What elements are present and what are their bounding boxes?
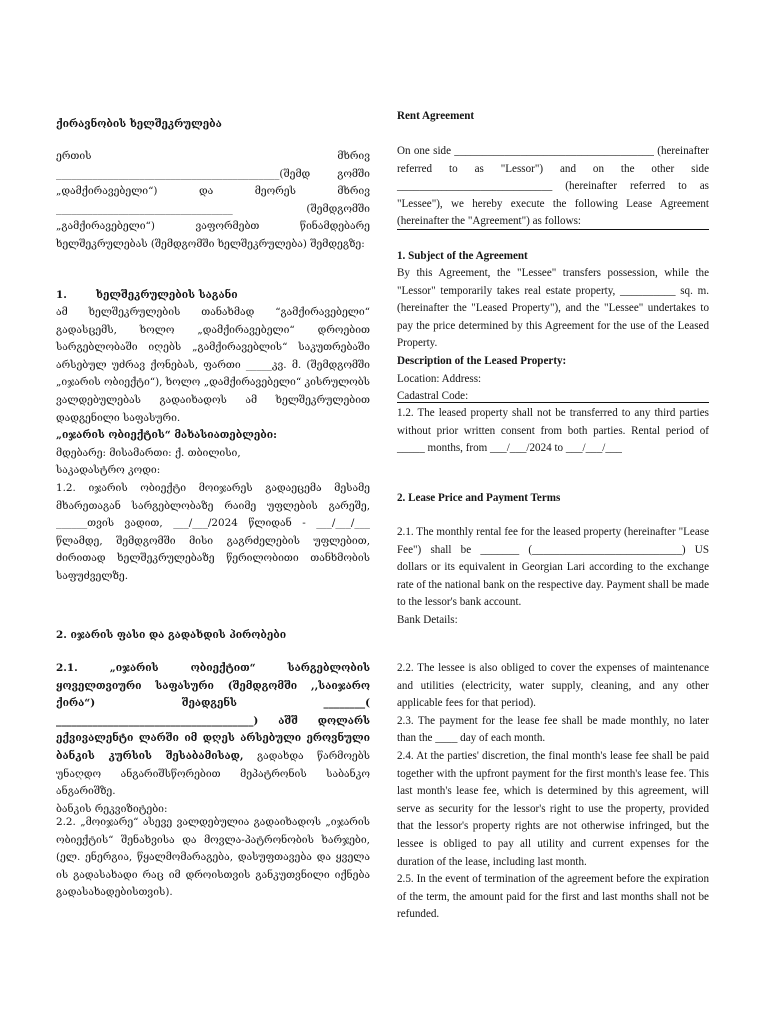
georgian-bank-details: ბანკის რეკვიზიტები:	[56, 802, 168, 815]
georgian-section-1-title: ხელშეკრულების საგანი	[96, 289, 238, 301]
english-clause-1-2: 1.2. The leased property shall not be transferred to any third parties without prior written consent from both parties. Rental period of _____ months, from ___/___/2024 to ___/___/___	[397, 407, 709, 455]
georgian-intro: ერთის მხრივ ___________________________________________(შემდ გომში „დამქირავებელი“) და მეორეს მხრივ __________________________________ (შემდგომში „გამქირავებელი“) ვაფორმებთ წინამდებარე ხელშეკრულებას (შემდგომში ხელშეკრულება) შემდეგზე:	[56, 150, 370, 250]
divider	[397, 402, 709, 403]
english-property-description-title: Description of the Leased Property:	[397, 354, 567, 367]
georgian-section-1-body	[56, 304, 370, 586]
english-title: Rent Agreement	[397, 110, 475, 122]
english-intro: On one side ____________________________________ (hereinafter referred to as "Lessor") and on the other side ____________________________ (hereinafter referred to as "Lessee"), we hereby execute the following Lease Agreement (hereinafter the "Agreement") as follows:	[397, 145, 709, 228]
english-clause-2-5: 2.5. In the event of termination of the agreement before the expiration of the term, the amount paid for the first and last months shall not be refunded.	[397, 873, 709, 921]
english-cadastral-code: Cadastral Code:	[397, 390, 469, 403]
georgian-section-1-number: 1.	[56, 289, 67, 301]
english-clause-1-1: By this Agreement, the "Lessee" transfers possession, while the "Lessor" temporarily takes real estate property, __________ sq. m. (hereinafter the "Leased Property"), and the "Lessee" undertakes to pay the price determined by this Agreement for the use of the Leased Property.	[397, 267, 709, 350]
english-clause-2-3: 2.3. The payment for the lease fee shall be made monthly, no later than the ____ day of each month.	[397, 714, 709, 745]
georgian-location: მდებარე: მისამართი: ქ. თბილისი,	[56, 446, 241, 459]
english-clause-2-1: 2.1. The monthly rental fee for the leased property (hereinafter "Lease Fee") shall be _______ (___________________________) US dollars or its equivalent in Georgian Lari according to the exchange rate of the national bank on the respective day. Payment shall be made to the lessor's bank account.	[397, 526, 709, 609]
georgian-clause-2-1-rest: გადახდა წარმოებს უნაღდო ანგარიშსწორებით მეპატრონის საბანკო ანგარიშზე.	[56, 749, 370, 798]
georgian-clause-2-1	[56, 660, 370, 801]
georgian-property-description-title: „იჯარის ობიექტის“ მახასიათებლები:	[56, 429, 277, 442]
georgian-section-1-heading	[56, 287, 238, 305]
english-section-2-body	[397, 660, 709, 924]
english-section-2-heading: 2. Lease Price and Payment Terms	[397, 492, 561, 504]
english-clause-2-2: 2.2. The lessee is also obliged to cover the expenses of maintenance and utilities (electricity, water supply, cleaning, and any other applicable fees for that period).	[397, 662, 709, 710]
georgian-clause-2-1-bold: 2.1. „იჯარის ობიექტით“ სარგებლობის ყოველთვიური საფასური (შემდგომში ,,საიჯარო ქირა“) შეადგენს ________( ______________________________________) აშშ დოლარს ექვივალენტი ლარში იმ დღეს არსებული ეროვნული ბანკის კურსის შესაბამისად,	[56, 662, 370, 762]
english-clause-2-1-block	[397, 524, 709, 630]
georgian-title: ქირავნობის ხელშეკრულება	[56, 118, 222, 130]
georgian-clause-1-1: ამ ხელშეკრულების თანახმად “გამქირავებელი“ გადასცემს, ხოლო „დამქირავებელი“ დროებით სარგებლობაში იღებს „გამქირავებლის“ საკუთრებაში არსებულ უძრავ ქონებას, ფართი _____კვ. მ. (შემდგომში „იჯარის ობიექტი“), ხოლო „დამქირავებელი“ კისრულობს ვალდებულებას გადაიხადოს ამ ხელშეკრულებით დადგენილი საფასური.	[56, 306, 370, 424]
georgian-cadastral-code: საკადასტრო კოდი:	[56, 464, 161, 477]
divider	[397, 229, 709, 230]
georgian-clause-1-2: 1.2. იჯარის ობიექტი მოიჯარეს გადაეცემა მესამე მხარეთაგან სარგებლობაზე რაიმე უფლების გარეშე, ______თვის ვადით, ___/___/2024 წლიდან - ___/___/___ წლამდე, შემდგომში მისი გაგრძელების უფლებით, ძირითად ხელშეკრულებაზე წერილობითი თანხმობის საფუძველზე.	[56, 481, 370, 582]
georgian-section-2-heading: 2. იჯარის ფასი და გადახდის პირობები	[56, 629, 287, 641]
english-section-1-body	[397, 265, 709, 406]
english-location: Location: Address:	[397, 372, 482, 385]
english-section-1-heading: 1. Subject of the Agreement	[397, 250, 528, 262]
english-bank-details: Bank Details:	[397, 613, 458, 626]
english-clause-2-4: 2.4. At the parties' discretion, the final month's lease fee shall be paid together with the upfront payment for the first month's lease fee. This last month's lease fee, which is determined by this agreement, will serve as security for the lessor's right to use the property, provided that the lessor's property rights are not otherwise infringed, but the lessee is obliged to pay all utility and current expenses for the duration of the lease, including last month.	[397, 749, 709, 868]
georgian-clause-2-2: 2.2. „მოიჯარე“ ასევე ვალდებულია გადაიხადოს „იჯარის ობიექტის“ შენახვისა და მოვლა-პატრონობის ხარჯები, (ელ. ენერგია, წყალმომარაგება, დასუფთავება და ყველა ის გადასახადი რაც იმ დროისთვის განკუთვნილი იქნება გადასახადებისთვის).	[56, 816, 370, 899]
georgian-clause-2-1-block	[56, 660, 370, 818]
